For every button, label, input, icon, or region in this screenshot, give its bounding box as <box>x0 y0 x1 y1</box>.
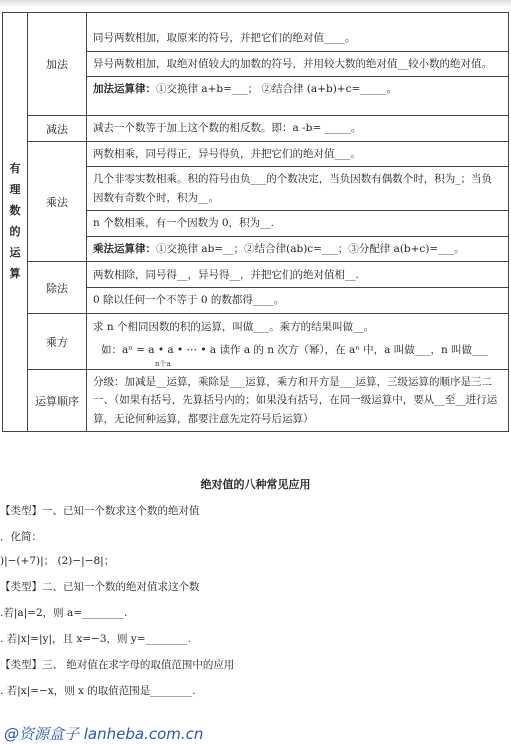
section-title: 绝对值的八种常见应用 <box>200 478 311 491</box>
side-char: 有 <box>9 162 21 176</box>
power-formula: 如：aⁿ = a • a • ⋯ • a 读作 a 的 n 次方（幂），在 aⁿ 中，a 叫做___，n 叫做___ <box>101 343 488 356</box>
watermark-footer: @资源盒子 lanheba.com.cn <box>0 723 511 744</box>
op-addition: 加法 <box>28 13 87 116</box>
rule-line: 加法运算律：①交换律 a+b=___； ②结合律 (a+b)+c=_____。 <box>93 83 398 96</box>
side-char: 数 <box>9 204 21 218</box>
side-char: 算 <box>9 266 21 280</box>
question-type-heading: 【类型】二、已知一个数的绝对值求这个数 <box>0 581 200 593</box>
power-formula-brace-label: n个a <box>155 359 171 368</box>
rule-line: 减去一个数等于加上这个数的相反数。即：a -b= _____。 <box>93 122 362 135</box>
question-item: . 若|x|=−x，则 x 的取值范围是________. <box>0 685 196 697</box>
order-rules <box>87 370 509 432</box>
question-item: .若|a|=2，则 a=________. <box>0 607 128 619</box>
division-rules <box>87 262 509 314</box>
op-order: 运算顺序 <box>28 370 87 432</box>
subtraction-rules <box>87 116 509 142</box>
op-multiplication: 乘法 <box>28 142 87 262</box>
addition-rules <box>87 13 509 116</box>
op-division: 除法 <box>28 262 87 314</box>
question-type-heading: 【类型】一、已知一个数求这个数的绝对值 <box>0 505 200 517</box>
question-type-heading: 【类型】三、 绝对值在求字母的取值范围中的应用 <box>0 659 235 671</box>
rule-line: 几个非零实数相乘。积的符号由负___的个数决定，当负因数有偶数个时，积为_；当负因数有奇数个时，积为__。 <box>87 167 508 211</box>
side-label <box>3 13 28 432</box>
rule-line: 求 n 个相同因数的积的运算，叫做___。乘方的结果叫做__。 <box>93 321 375 334</box>
multiplication-rules <box>87 142 509 262</box>
op-power: 乘方 <box>28 314 87 370</box>
op-subtraction: 减法 <box>28 116 87 142</box>
side-char: 的 <box>9 225 21 239</box>
rule-line: 分级：加减是__运算，乘除是___运算，乘方和开方是___运算，三级运算的顺序是三二一、（如果有括号，先算括号内的；如果没有括号，在同一级运算中，要从__至__进行运算，无论何种运算，都要注意先定符号后运算） <box>93 376 498 425</box>
top-edge <box>0 0 511 6</box>
question-item: . 若|x|=|y|，且 x=−3，则 y=________. <box>0 633 191 645</box>
rule-line: 同号两数相加，取原来的符号，并把它们的绝对值____。 <box>87 26 508 51</box>
rule-line: 两数相乘，同号得正，异号得负，并把它们的绝对值___。 <box>87 142 508 167</box>
rule-line: 异号两数相加，取绝对值较大的加数的符号，并用较大数的绝对值__较小数的绝对值。 <box>87 52 508 77</box>
question-item: ．化简： <box>0 531 42 543</box>
rule-line: n 个数相乘，有一个因数为 0，积为__. <box>87 211 508 236</box>
power-rules <box>87 314 509 370</box>
question-item: )|−(+7)|； (2)−|−8|； <box>0 555 115 567</box>
rule-line: 乘法运算律：①交换律 ab=__；②结合律(ab)c=___；③分配律 a(b+c)=___。 <box>93 242 465 255</box>
operations-table <box>2 12 509 432</box>
rule-line: 两数相除，同号得__，异号得__，并把它们的绝对值相__. <box>87 263 508 288</box>
side-char: 运 <box>9 245 21 259</box>
side-char: 理 <box>9 183 21 197</box>
rule-line: 0 除以任何一个不等于 0 的数都得____。 <box>93 294 285 306</box>
